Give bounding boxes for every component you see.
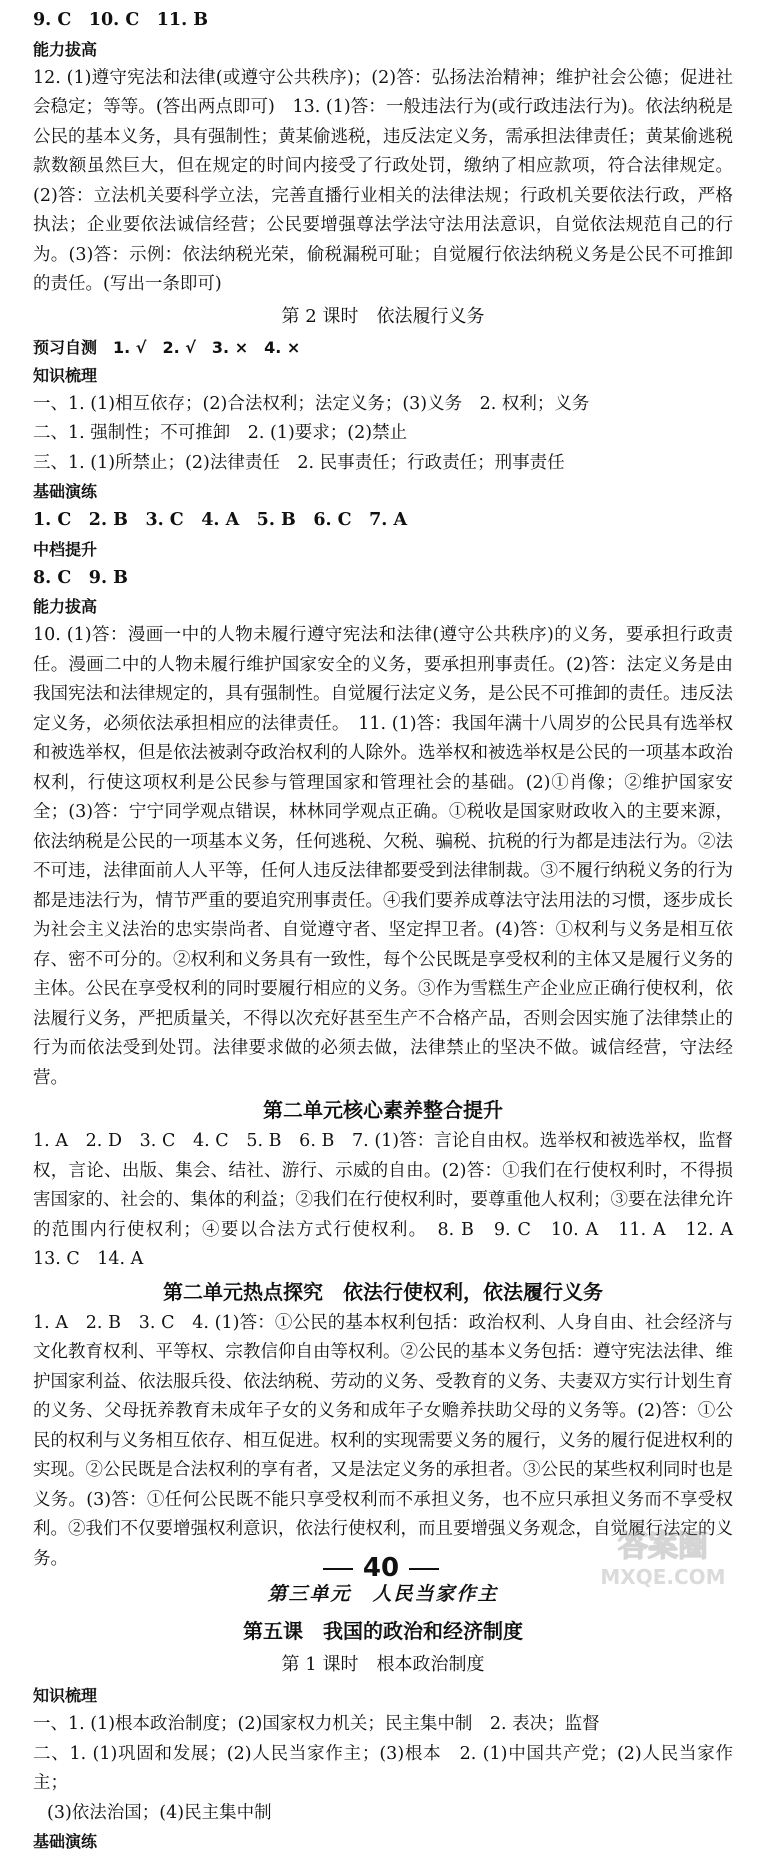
page-number: 40 (0, 1553, 762, 1583)
knowledge-5-2-cont: (3)依法治国；(4)民主集中制 (47, 1802, 272, 1823)
unit3-title: 第三单元 人民当家作主 (267, 1583, 499, 1605)
knowledge-1: 一、1. (1)相互依存；(2)合法权利；法定义务；(3)义务 2. 权利；义务 (33, 393, 590, 414)
section-nengli-bagao: 能力拔高 (33, 39, 98, 59)
unit2-hot-title: 第二单元热点探究 依法行使权利，依法履行义务 (163, 1279, 603, 1304)
basic-answers: 1. C 2. B 3. C 4. A 5. B 6. C 7. A (33, 510, 408, 530)
unit2-hot-answers: 1. A 2. B 3. C 4. (1)答：①公民的基本权利包括：政治权利、人身自由、社会经济与文化教育权利、平等权、宗教信仰自由等权利。②公民的基本义务包括：遵守宪法法律、维护国家利益、依法服兵役、依法纳税、劳动的义务、受教育的义务、夫妻双方实行计划生育的义务、父母抚养教育未成年子女的义务和成年子女赡养扶助父母的义务等。(2)答：①公民的权利与义务相互依存、相互促进。权利的实现需要义务的履行，义务的履行促进权利的实现。②公民既是合法权利的享有者，又是法定义务的承担者。③公民的某些权利同时也是义务。(3)答：①任何公民既不能只享受权利而不承担义务，也不应只承担义务而不享受权利。②我们不仅要增强权利意识，依法行使权利，而且要增强义务观念，自觉履行法定的义务。 (33, 1312, 733, 1569)
preview-test: 预习自测 1. √ 2. √ 3. × 4. × (33, 337, 301, 357)
knowledge-5-2: 二、1. (1)巩固和发展；(2)人民当家作主；(3)根本 2. (1)中国共产党；(2)人民当家作主； (33, 1743, 733, 1793)
section-jichu-yanlian: 基础演练 (33, 482, 98, 501)
lesson5-title: 第五课 我国的政治和经济制度 (243, 1619, 523, 1643)
knowledge-3: 三、1. (1)所禁止；(2)法律责任 2. 民事责任；行政责任；刑事责任 (33, 452, 565, 473)
dash-right (409, 1568, 439, 1570)
watermark-text-1: 答案圈 (618, 1529, 708, 1564)
answer-10-11: 10. (1)答：漫画一中的人物未履行遵守宪法和法律(遵守公共秩序)的义务，要承担行政责任。漫画二中的人物未履行维护国家安全的义务，要承担刑事责任。(2)答：法定义务是由我国宪法和法律规定的，具有强制性。自觉履行法定义务，是公民不可推卸的责任。违反法定义务，必须依法承担相应的法律责任。 11. (1)答：我国年满十八周岁的公民具有选举权和被选举权，但是依法被剥夺政治权利的人除外。选举权和被选举权是公民的一项基本政治权利，行使这项权利是公民参与管理国家和管理社会的基础。(2)①肖像；②维护国家安全；(3)答：宁宁同学观点错误，林林同学观点正确。①税收是国家财政收入的主要来源，依法纳税是公民的一项基本义务，任何逃税、欠税、骗税、抗税的行为都是违法行为。②法不可违，法律面前人人平等，任何人违反法律都要受到法律制裁。③不履行纳税义务的行为都是违法行为，情节严重的要追究刑事责任。④我们要养成尊法守法用法的习惯，逐步成长为社会主义法治的忠实崇尚者、自觉遵守者、坚定捍卫者。(4)答：①权利与义务是相互依存、密不可分的。②权利和义务具有一致性，每个公民既是享受权利的主体又是履行义务的主体。公民在享受权利的同时要履行相应的义务。③作为雪糕生产企业应正确行使权利，依法履行义务，严把质量关，不得以次充好甚至生产不合格产品，否则会因实施了法律禁止的行为而依法受到处罚。法律要求做的必须去做，法律禁止的坚决不做。诚信经营，守法经营。 (33, 625, 733, 1088)
unit2-core-answers: 1. A 2. D 3. C 4. C 5. B 6. B 7. (1)答：言论自由权。选举权和被选举权，监督权，言论、出版、集会、结社、游行、示威的自由。(2)答：①我们在行使权利时，不得损害国家的、社会的、集体的利益；②我们在行使权利时，要尊重他人权利；③要在法律允许的范围内行使权利；④要以合法方式行使权利。 8. B 9. C 10. A 11. A 12. A 13. C 14. A (33, 1131, 751, 1269)
section-jichu-yanlian-2: 基础演练 (33, 1832, 98, 1851)
knowledge-5-1: 一、1. (1)根本政治制度；(2)国家权力机关；民主集中制 2. 表决；监督 (33, 1714, 600, 1734)
section-zhishi-shuli-2: 知识梳理 (33, 1686, 98, 1705)
watermark-logo (578, 1522, 748, 1592)
knowledge-2: 二、1. 强制性；不可推卸 2. (1)要求；(2)禁止 (33, 423, 408, 443)
answers-9-11: 9. C 10. C 11. B (33, 10, 209, 30)
answer-12-13: 12. (1)遵守宪法和法律(或遵守公共秩序)；(2)答：弘扬法治精神；维护社会公德；促进社会稳定；等等。(答出两点即可) 13. (1)答：一般违法行为(或行政违法行为)。依法纳税是公民的基本义务，具有强制性；黄某偷逃税，违反法定义务，需承担法律责任；黄某偷逃税款数额虽然巨大，但在规定的时间内接受了行政处罚，缴纳了相应款项，符合法律规定。(2)答：立法机关要科学立法，完善直播行业相关的法律法规；行政机关要依法行政，严格执法；企业要依法诚信经营；公民要增强尊法学法守法用法意识，自觉依法规范自己的行为。(3)答：示例：依法纳税光荣，偷税漏税可耻；自觉履行依法纳税义务是公民不可推卸的责任。(写出一条即可) (33, 67, 733, 294)
watermark-svg (578, 1522, 748, 1592)
section-nengli-bagao-2: 能力拔高 (33, 597, 98, 616)
watermark-text-2: MXQE.COM (600, 1565, 726, 1589)
unit2-core-title: 第二单元核心素养整合提升 (263, 1098, 503, 1122)
lesson5-period1-title: 第 1 课时 根本政治制度 (281, 1654, 485, 1675)
dash-left (323, 1568, 353, 1570)
lesson-title-2: 第 2 课时 依法履行义务 (281, 305, 485, 327)
mid-answers: 8. C 9. B (33, 567, 128, 588)
section-zhishi-shuli: 知识梳理 (33, 365, 98, 385)
section-zhongdang-tisheng: 中档提升 (33, 539, 98, 559)
